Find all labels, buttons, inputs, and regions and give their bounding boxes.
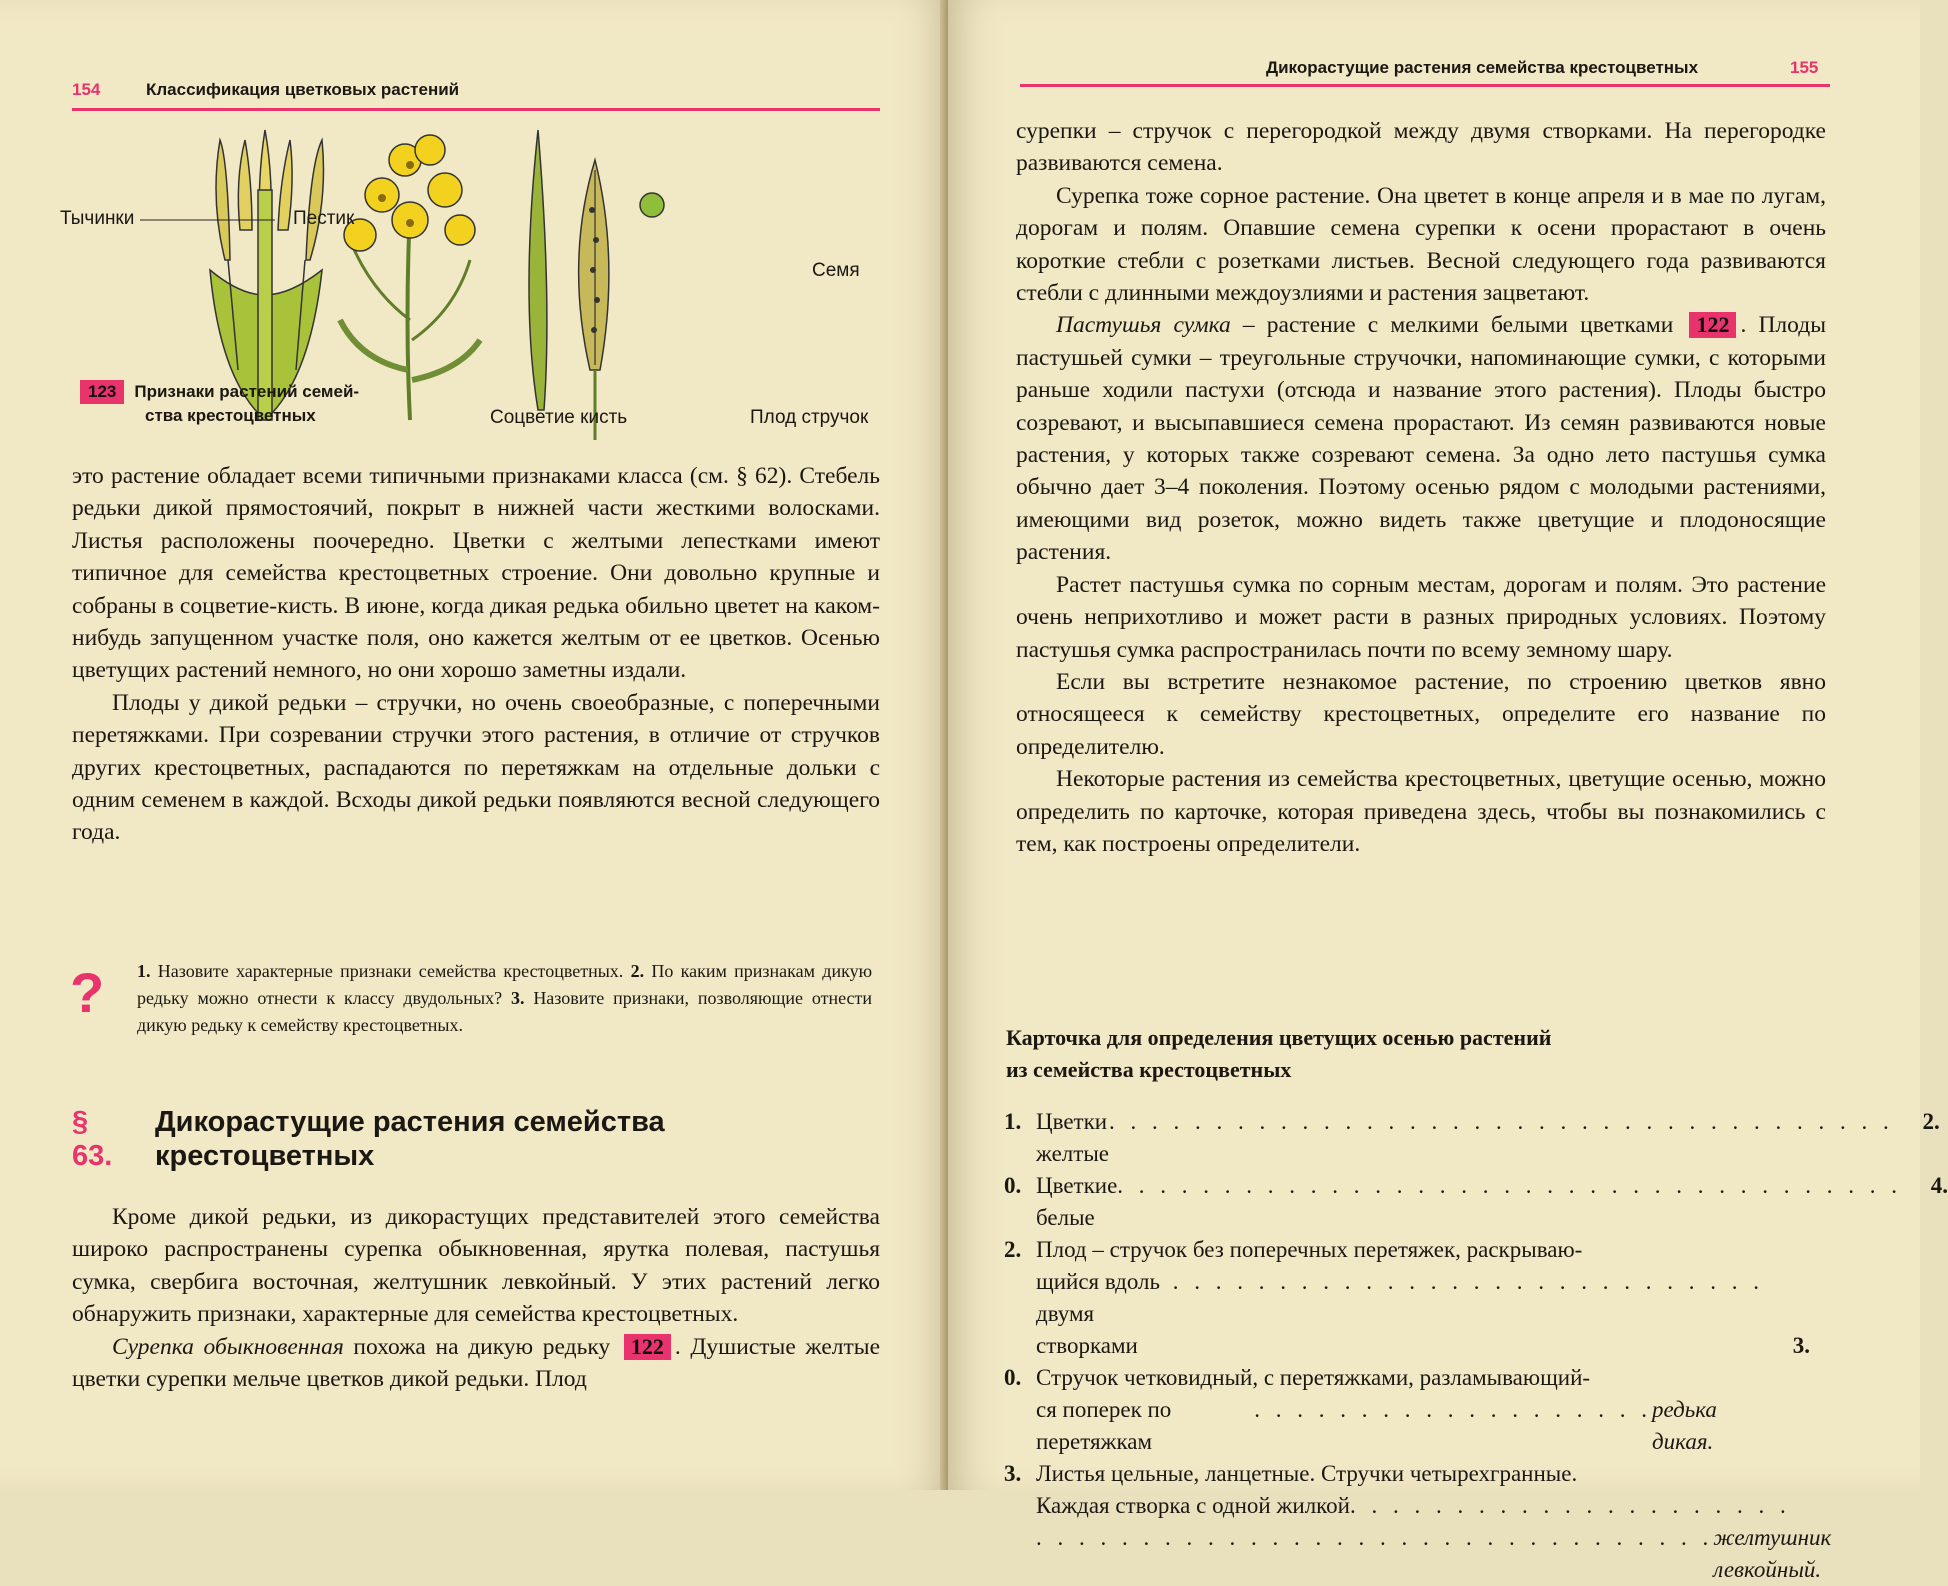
running-head: Классификация цветковых растений [146, 80, 460, 99]
key-row: 2. Плод – стручок без поперечных перетяжек, раскрываю- щийся вдоль двумя створками . . . . . . . . . . . . . . . . . . . . . . . . . . . . 3. [1004, 1237, 1810, 1358]
key-card-title: Карточка для определения цветущих осенью растений из семейства крестоцветных [1006, 1025, 1552, 1082]
section-title: Дикорастущие растения семейства крестоцветных [155, 1106, 665, 1172]
figure-ref-badge: 122 [624, 1334, 671, 1360]
page-number: 154 [72, 80, 101, 99]
caption-line1: Признаки растений семей- [134, 382, 360, 401]
paragraph: Пастушья сумка – растение с мелкими белыми цветками 122 . Плоды пастушьей сумки – треугольные стручочки, напоминающие сумки, с которыми раньше ходили пастухи (отсюда и название этого растения). Плоды быстро созревают, и высыпавшиеся семена прорастают. Из семян развиваются новые растения, у которых также созревают семена. За одно лето пастушья сумка обычно дает 3–4 поколения. Поэтому осенью рядом с молодыми растениями, имеющими вид розеток, можно видеть также цветущие и плодоносящие растения. [1016, 312, 1826, 566]
key-row: 1. Цветки желтые . . . . . . . . . . . . . . . . . . . . . . . . . . . . . . . . . . . . . 2. [1004, 1109, 1940, 1166]
paragraph: это растение обладает всеми типичными признаками класса (см. § 62). Стебель редьки дикой прямостоячий, покрыт в нижней части жесткими волосками. Листья расположены поочередно. Цветки с желтыми лепестками имеют типичное для семейства крестоцветных строение. Они довольно крупные и собраны в соцветие-кисть. В июне, когда дикая редька обильно цветет на каком-нибудь запущенном участке поля, оно кажется желтым от ее цветков. Осенью цветущих растений немного, но они хорошо заметны издали. [72, 463, 880, 684]
label-pistil: Пестик [293, 208, 355, 229]
paragraph: Некоторые растения из семейства крестоцветных, цветущие осенью, можно определить по карточке, которая приведена здесь, чтобы вы познакомились с тем, как построены определители. [1016, 766, 1826, 857]
header-rule [1020, 84, 1830, 87]
key-row: 0. Цветкие белые . . . . . . . . . . . . . . . . . . . . . . . . . . . . . . . . . . . . . 4. [1004, 1173, 1948, 1230]
figure-number-badge: 123 [80, 380, 124, 404]
flower-structure-drawing [140, 130, 324, 420]
section-number: § 63. [72, 1106, 113, 1172]
question-mark-icon: ? [70, 961, 105, 1024]
key-row: 0. Стручок четковидный, с перетяжками, разламывающий- ся поперек по перетяжкам . . . . . . . . . . . . . . . . . . . редька дикая. [1004, 1365, 1717, 1454]
right-text-block [1016, 115, 1826, 860]
left-text-block-2 [72, 1201, 880, 1395]
label-seed: Семя [812, 260, 860, 281]
label-fruit: Плод стручок [750, 407, 869, 428]
paragraph: Сурепка обыкновенная похожа на дикую редьку 122 . Душистые желтые цветки сурепки мельче цветков дикой редьки. Плод [72, 1333, 880, 1393]
running-head: Дикорастущие растения семейства крестоцветных [1266, 58, 1699, 77]
header-rule [72, 108, 880, 111]
inflorescence-drawing [340, 135, 480, 420]
fruit-pod-drawing [529, 130, 609, 440]
label-inflorescence: Соцветие кисть [490, 407, 628, 428]
key-row: 3. Листья цельные, ланцетные. Стручки четырехгранные. Каждая створка с одной жилкой . . . . . . . . . . . . . . . . . . . . . . . . . . . . . . . . . . . . . . . . . . . . . . . . . . . . . желтушник левкойный. [1004, 1461, 1832, 1582]
page-number: 155 [1790, 58, 1819, 77]
left-page [0, 0, 948, 1490]
review-questions: 1. Назовите характерные признаки семейства крестоцветных. 2. По каким признакам дикую редьку можно отнести к классу двудольных? 3. Назовите признаки, позволяющие отнести дикую редьку к семейству крестоцветных. [137, 961, 873, 1035]
paragraph: Кроме дикой редьки, из дикорастущих представителей этого семейства широко распространены сурепка обыкновенная, ярутка полевая, пастушья сумка, свербига восточная, желтушник левкойный. У этих растений легко обнаружить признаки, характерные для семейства крестоцветных. [72, 1204, 880, 1328]
paragraph: Плоды у дикой редьки – стручки, но очень своеобразные, с поперечными перетяжками. При созревании стручки этого растения, в отличие от стручков других крестоцветных, распадаются по перетяжкам на отдельные дольки с одним семенем в каждой. Всходы дикой редьки появляются весной следующего года. [72, 689, 880, 846]
figure-ref-badge: 122 [1689, 312, 1736, 338]
identification-key [1004, 1106, 1948, 1586]
figure-caption [80, 380, 359, 428]
caption-line2: ства крестоцветных [145, 406, 316, 425]
seed-drawing [640, 193, 664, 217]
left-text-block-1 [72, 460, 880, 849]
paragraph: Растет пастушья сумка по сорным местам, дорогам и полям. Это растение очень неприхотливо и может расти в разных природных условиях. Поэтому пастушья сумка распространилась почти по всему земному шару. [1016, 571, 1826, 663]
paragraph: сурепки – стручок с перегородкой между двумя створками. На перегородке развиваются семена. [1016, 118, 1826, 177]
label-stamens: Тычинки [60, 208, 135, 229]
paragraph: Если вы встретите незнакомое растение, по строению цветков явно относящееся к семейству крестоцветных, определите его название по определителю. [1016, 668, 1826, 760]
paragraph: Сурепка тоже сорное растение. Она цветет в конце апреля и в мае по лугам, дорогам и полям. Опавшие семена сурепки к осени прорастают в очень короткие стебли с розетками листьев. Весной следующего года развиваются стебли с длинными междоузлиями и растения зацветают. [1016, 182, 1826, 307]
